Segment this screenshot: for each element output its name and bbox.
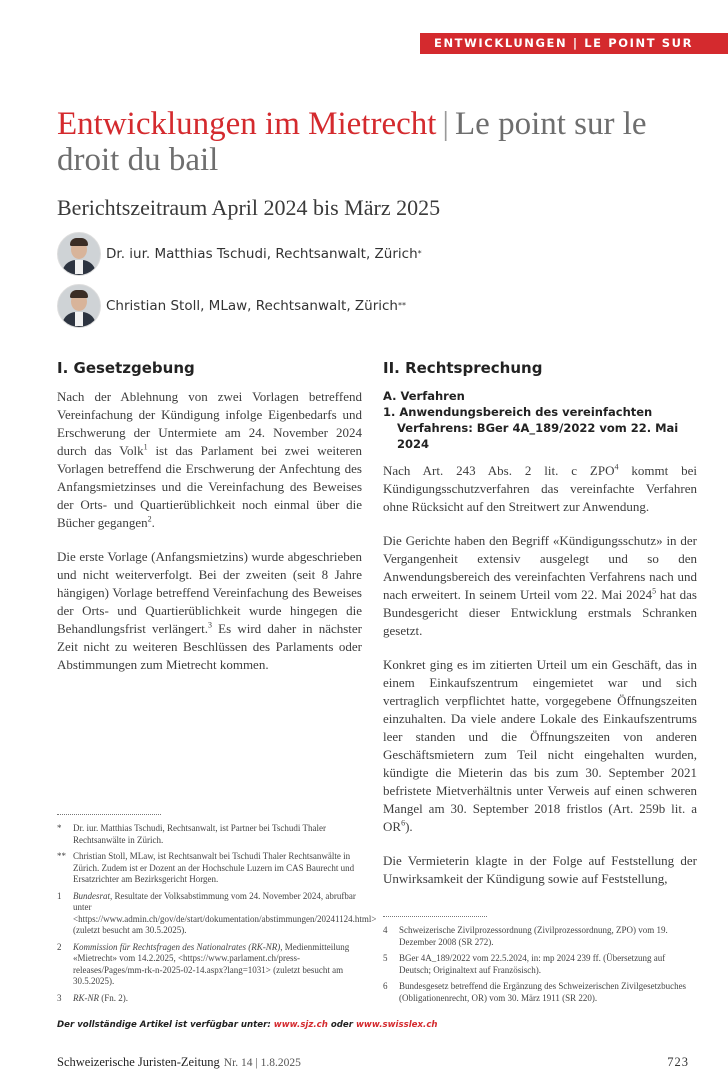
- footnote-text: [73, 823, 362, 846]
- columns: [57, 358, 697, 1009]
- footnote-ref: 6: [401, 818, 406, 828]
- author-name: Christian Stoll, MLaw, Rechtsanwalt, Zürich: [106, 298, 398, 314]
- availability-text: Der vollständige Artikel ist verfügbar unter:: [57, 1020, 274, 1030]
- text-run: Christian Stoll, MLaw, ist Rechtsanwalt bei Tschudi Thaler Rechtsanwälte in Zürich. Zudem ist er Dozent an der Hochschule Luzern im CAS Baurecht und Ersatzrichter am Bezirksgericht Horgen.: [73, 851, 355, 884]
- footnote: [383, 981, 697, 1004]
- section-label: ENTWICKLUNGEN | LE POINT SUR: [434, 36, 694, 50]
- italic-text: Bundesrat: [73, 890, 110, 901]
- footnote-text: [399, 925, 697, 948]
- column-gesetzgebung: [57, 358, 377, 1009]
- title-de: Entwicklungen im Mietrecht: [57, 106, 437, 142]
- footnote-marker: 2: [57, 941, 62, 952]
- body-text: [57, 388, 362, 690]
- footnote-text: [399, 981, 697, 1004]
- footnote-ref: 2: [147, 514, 152, 524]
- footnote: [57, 890, 377, 937]
- link-swisslex[interactable]: www.swisslex.ch: [355, 1020, 438, 1030]
- page-footer-row: [57, 1055, 697, 1090]
- footnote-text: [73, 891, 376, 937]
- text-run: Es wird daher in nächster Zeit nicht zu weiteren Beschlüssen des Parlaments oder Abstimmungen zum Mietrecht kommen.: [57, 621, 362, 672]
- text-run: Nach der Ablehnung von zwei Vorlagen betreffend Vereinfachung der Kündigung infolge Eigenbedarfs und Erschwerung der Untermiete am 24. November 2024 durch das Volk: [57, 389, 362, 458]
- footnote-marker: 3: [57, 992, 62, 1003]
- author-2: Christian Stoll, MLaw, Rechtsanwalt, Zürich **: [57, 284, 406, 328]
- article-body: [57, 358, 697, 1090]
- footnotes-right-block: [383, 904, 697, 1009]
- footnote: [383, 953, 697, 976]
- subsubheading: 1. Anwendungsbereich des vereinfachten Verfahrens: BGer 4A_189/2022 vom 22. Mai 2024: [383, 405, 679, 451]
- footnote-marker: 6: [383, 981, 388, 991]
- text-run: Bundesgesetz betreffend die Ergänzung des Schweizerischen Zivilgesetzbuches (Obligationenrecht, OR) vom 30. März 1911 (SR 220).: [399, 981, 687, 1003]
- footnote-text: [73, 993, 128, 1005]
- section-heading: II. Rechtsprechung: [383, 359, 543, 377]
- text-run: Die erste Vorlage (Anfangsmietzins) wurde abgeschrieben und nicht weiterverfolgt. Bei der zweiten (seit 8 Jahre hängigen) Vorlage betreffend Vereinfachung des Beweises der Orts- und Quartierüblichkeit wurde hingegen die Behandlungsfrist verlängert.: [57, 549, 362, 636]
- author-name: Dr. iur. Matthias Tschudi, Rechtsanwalt, Zürich: [106, 246, 418, 262]
- footnote: [57, 851, 362, 886]
- footnote-marker: 5: [383, 953, 388, 963]
- paragraph: [383, 656, 697, 836]
- footnotes-left: [57, 823, 377, 1004]
- article-subtitle: Berichtszeitraum April 2024 bis März 2025: [57, 195, 441, 220]
- paragraph: [383, 462, 697, 516]
- subheading: A. Verfahren: [383, 389, 465, 403]
- text-run: Die Vermieterin klagte in der Folge auf Feststellung der Unwirksamkeit der Kündigung sowie auf Feststellung,: [383, 853, 697, 886]
- footnote-ref: 1: [143, 442, 148, 452]
- italic-text: Kommission für Rechtsfragen des Nationalrates (RK-NR): [73, 941, 281, 952]
- text-run: kommt bei Kündigungsschutzverfahren das vereinfachte Verfahren ohne Rücksicht auf den Streitwert zur Anwendung.: [383, 463, 698, 514]
- footnote-text: [73, 851, 362, 886]
- footnote-marker: *: [57, 823, 62, 833]
- article-title: [57, 106, 697, 178]
- text-run: Die Gerichte haben den Begriff «Kündigungsschutz» in der Vergangenheit extensiv ausgelegt und so den Anwendungsbereich des vereinfachten Verfahrens nach und nach erweitert. In seinem Urteil vom 22. Mai 2024: [383, 533, 697, 602]
- footnotes-right: [383, 925, 697, 1004]
- footnotes-left-block: [57, 802, 377, 1009]
- footnote: [57, 993, 362, 1005]
- footnote-marker: 1: [57, 890, 62, 901]
- footnote-ref: 4: [614, 462, 619, 472]
- footnote-ref: 3: [207, 620, 212, 630]
- footnote-marker: **: [57, 851, 66, 861]
- paragraph: [383, 532, 697, 640]
- paragraph: [57, 388, 362, 532]
- link-sjz[interactable]: www.sjz.ch: [273, 1020, 328, 1030]
- footnote-divider: [383, 916, 487, 917]
- author-photo: [57, 232, 101, 276]
- text-run: , Medienmitteilung «Mietrecht» vom 14.2.2025, <https://www.parlament.ch/press-releases/Pages/mm-rk-n-2025-02-14.aspx?lang=1031> (zuletzt besucht am 30.5.2025).: [73, 941, 350, 986]
- text-run: BGer 4A_189/2022 vom 22.5.2024, in: mp 2024 239 ff. (Übersetzung auf Deutsch; Originaltext auf Französisch).: [399, 953, 666, 975]
- paragraph: [383, 852, 697, 888]
- title-separator: |: [442, 106, 450, 142]
- availability-note: [57, 1019, 697, 1031]
- section-label-bar: [420, 33, 728, 54]
- footnote-text: [399, 953, 697, 976]
- text-run: hat das Bundesgericht dieser Entwicklung erstmals Schranken gesetzt.: [383, 587, 697, 638]
- footnote: [57, 823, 362, 846]
- text-run: ).: [405, 819, 413, 834]
- footnote: [57, 942, 362, 988]
- column-rechtsprechung: [383, 358, 697, 1009]
- italic-text: RK-NR: [73, 992, 99, 1003]
- text-run: ist das Parlament bei zwei weiteren Vorlagen betreffend die Erschwerung der Anfechtung des Anfangsmietzinses und die Vereinfachung des Beweises der Orts- und Quartierüblichkeit noch einmal über die Bücher gegangen: [57, 443, 362, 530]
- footnote-text: [73, 942, 362, 988]
- text-run: (Fn. 2).: [99, 992, 128, 1003]
- issue-info: Nr. 14 | 1.8.2025: [223, 1057, 301, 1069]
- text-run: .: [151, 515, 155, 530]
- availability-or: oder: [327, 1020, 356, 1030]
- footnote-marker: 4: [383, 925, 388, 935]
- paragraph: [57, 548, 362, 674]
- journal-name: Schweizerische Juristen-Zeitung: [57, 1055, 220, 1069]
- text-run: Konkret ging es im zitierten Urteil um ein Geschäft, das in einem Einkaufszentrum eingemietet war und sich vertraglich verpflichtet hatte, vorgegebene Öffnungszeiten einzuhalten. Da viele andere Lokale des Einkaufszentrums leer standen und die Öffnungszeiten von anderen Geschäftsmietern zum Teil nicht eingehalten wurden, kündigte die Mieterin das bis zum 30. September 2021 befristete Mietverhältnis unter Verweis auf einen schweren Mangel am 30. September 2018 fristlos (Art. 259b lit. a OR: [383, 657, 697, 834]
- author-1: Dr. iur. Matthias Tschudi, Rechtsanwalt, Zürich *: [57, 232, 422, 276]
- footnote: [383, 925, 697, 948]
- text-run: Nach Art. 243 Abs. 2 lit. c ZPO: [383, 463, 615, 478]
- author-photo: [57, 284, 101, 328]
- page-footer: [57, 1055, 301, 1070]
- text-run: , Resultate der Volksabstimmung vom 24. November 2024, abrufbar unter <https://www.admin.ch/gov/de/start/dokumentation/abstimmungen/20241124.html> (zuletzt besucht am 30.5.2025).: [73, 890, 377, 935]
- body-text: [383, 462, 697, 904]
- section-heading: I. Gesetzgebung: [57, 359, 195, 377]
- title-fr: Le point sur le droit du bail: [57, 106, 647, 178]
- text-run: Dr. iur. Matthias Tschudi, Rechtsanwalt, ist Partner bei Tschudi Thaler Rechtsanwälte in Zürich.: [73, 823, 326, 845]
- footnote-ref: 5: [652, 586, 657, 596]
- footnote-divider: [57, 814, 161, 815]
- page-number: 723: [667, 1055, 689, 1069]
- text-run: Schweizerische Zivilprozessordnung (Zivilprozessordnung, ZPO) vom 19. Dezember 2008 (SR 272).: [399, 925, 668, 947]
